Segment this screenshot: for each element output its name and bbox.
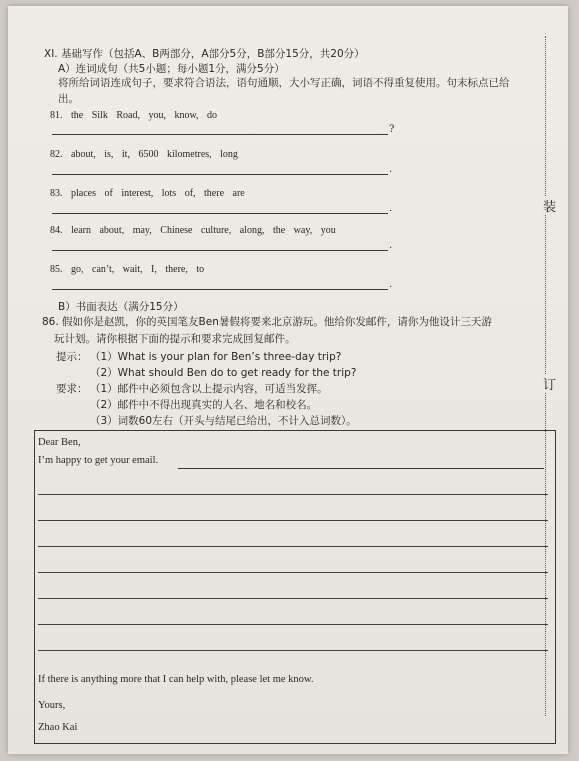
requirements-label: 要求： bbox=[56, 383, 88, 395]
writing-line-1[interactable] bbox=[38, 494, 548, 495]
binding-char-bottom: 订 bbox=[543, 374, 556, 393]
letter-signoff: Yours, bbox=[38, 700, 66, 711]
answer-end-83: . bbox=[389, 203, 393, 214]
question-84: 84. learn about, may, Chinese culture, along, the way, you bbox=[50, 225, 336, 236]
writing-line-5[interactable] bbox=[38, 598, 548, 599]
answer-end-84: . bbox=[389, 240, 393, 251]
requirement-2: （2）邮件中不得出现真实的人名、地名和校名。 bbox=[90, 399, 318, 411]
answer-end-81: ? bbox=[389, 124, 395, 135]
letter-greeting: Dear Ben, bbox=[38, 437, 81, 448]
letter-closing: If there is anything more that I can help with, please let me know. bbox=[38, 674, 314, 685]
part-a-instruction: 将所给词语连成句子，要求符合语法，语句通顺，大小写正确，词语不得重复使用。句末标点已给出。 bbox=[58, 77, 510, 105]
hints-label: 提示： bbox=[56, 351, 88, 363]
writing-line-6[interactable] bbox=[38, 624, 548, 625]
task-line-2: 玩计划。请你根据下面的提示和要求完成回复邮件。 bbox=[54, 333, 296, 345]
question-83: 83. places of interest, lots of, there are bbox=[50, 188, 245, 199]
hint-2: （2）What should Ben do to get ready for the trip? bbox=[90, 367, 357, 379]
binding-char-top: 装 bbox=[543, 196, 556, 215]
writing-line-3[interactable] bbox=[38, 546, 548, 547]
writing-line-4[interactable] bbox=[38, 572, 548, 573]
requirement-3: （3）词数60左右（开头与结尾已给出，不计入总词数）。 bbox=[90, 415, 357, 427]
answer-line-82[interactable] bbox=[52, 174, 388, 175]
task-line-1: 86. 假如你是赵凯，你的英国笔友Ben暑假将要来北京游玩。他给你发邮件，请你为他设计三天游 bbox=[42, 316, 492, 328]
answer-line-83[interactable] bbox=[52, 213, 388, 214]
writing-line-2[interactable] bbox=[38, 520, 548, 521]
part-b-heading: B）书面表达（满分15分） bbox=[58, 301, 184, 313]
letter-opening: I’m happy to get your email. bbox=[38, 455, 159, 466]
part-a-heading: A）连词成句（共5小题；每小题1分，满分5分） bbox=[58, 63, 285, 75]
answer-end-82: . bbox=[389, 164, 393, 175]
answer-end-85: . bbox=[389, 279, 393, 290]
answer-line-85[interactable] bbox=[52, 289, 388, 290]
writing-line-7[interactable] bbox=[38, 650, 548, 651]
letter-signature: Zhao Kai bbox=[38, 722, 78, 733]
question-85: 85. go, can’t, wait, I, there, to bbox=[50, 264, 205, 275]
section-title: XI. 基础写作（包括A、B两部分，A部分5分，B部分15分，共20分） bbox=[44, 48, 365, 60]
exam-paper bbox=[8, 6, 568, 754]
answer-line-84[interactable] bbox=[52, 250, 388, 251]
writing-line-0[interactable] bbox=[178, 468, 544, 469]
requirement-1: （1）邮件中必须包含以上提示内容，可适当发挥。 bbox=[90, 383, 328, 395]
hint-1: （1）What is your plan for Ben’s three-day trip? bbox=[90, 351, 342, 363]
question-82: 82. about, is, it, 6500 kilometres, long bbox=[50, 149, 238, 160]
question-81: 81. the Silk Road, you, know, do bbox=[50, 110, 218, 121]
letter-answer-box[interactable] bbox=[34, 430, 556, 744]
answer-line-81[interactable] bbox=[52, 134, 388, 135]
